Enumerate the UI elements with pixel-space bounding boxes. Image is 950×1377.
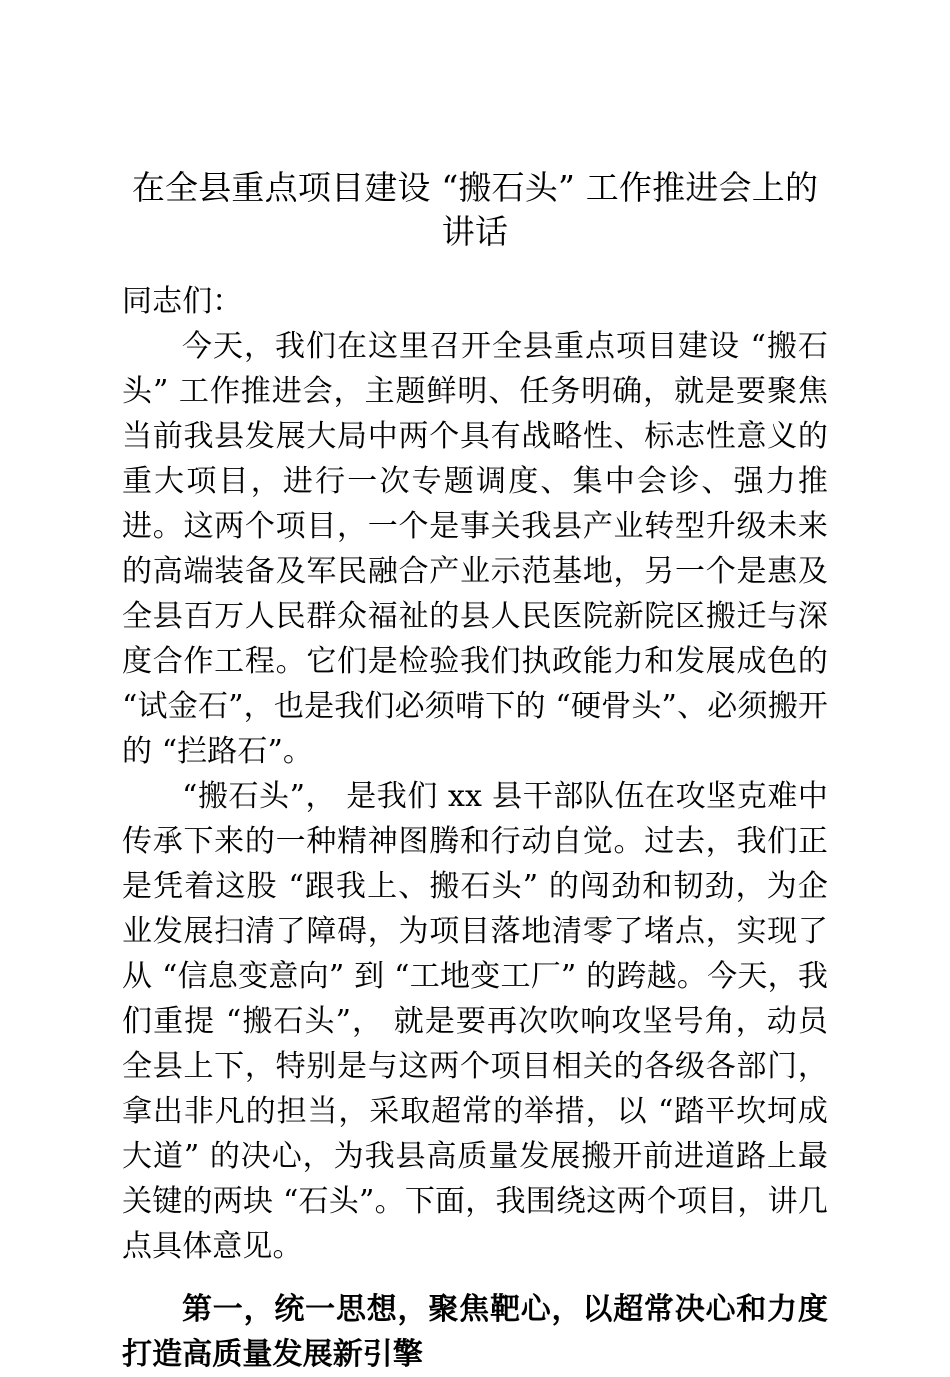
section-heading-1: 第一，统一思想，聚焦靶心，以超常决心和力度打造高质量发展新引擎 xyxy=(122,1292,828,1372)
document-content xyxy=(122,0,828,1377)
body-paragraph-2: “搬石头”， 是我们 xx 县干部队伍在攻坚克难中传承下来的一种精神图腾和行动自觉。过去，我们正是凭着这股 “跟我上、搬石头” 的闯劲和韧劲，为企业发展扫清了障碍，为项目落地清零了堵点，实现了从 “信息变意向” 到 “工地变工厂” 的跨越。今天，我们重提 “搬石头”， 就是要再次吹响攻坚号角，动员全县上下，特别是与这两个项目相关的各级各部门，拿出非凡的担当，采取超常的举措，以 “踏平坎坷成大道” 的决心，为我县高质量发展搬开前进道路上最关键的两块 “石头”。下面，我围绕这两个项目，讲几点具体意见。 xyxy=(122,779,828,1264)
salutation: 同志们： xyxy=(122,284,243,319)
page-title: 在全县重点项目建设 “搬石头” 工作推进会上的讲话 xyxy=(131,168,819,251)
body-paragraph-1: 今天，我们在这里召开全县重点项目建设 “搬石头” 工作推进会，主题鲜明、任务明确，就是要聚焦当前我县发展大局中两个具有战略性、标志性意义的重大项目，进行一次专题调度、集中会诊、强力推进。这两个项目，一个是事关我县产业转型升级未来的高端装备及军民融合产业示范基地，另一个是惠及全县百万人民群众福祉的县人民医院新院区搬迁与深度合作工程。它们是检验我们执政能力和发展成色的 “试金石”，也是我们必须啃下的 “硬骨头”、必须搬开的 “拦路石”。 xyxy=(122,329,828,769)
